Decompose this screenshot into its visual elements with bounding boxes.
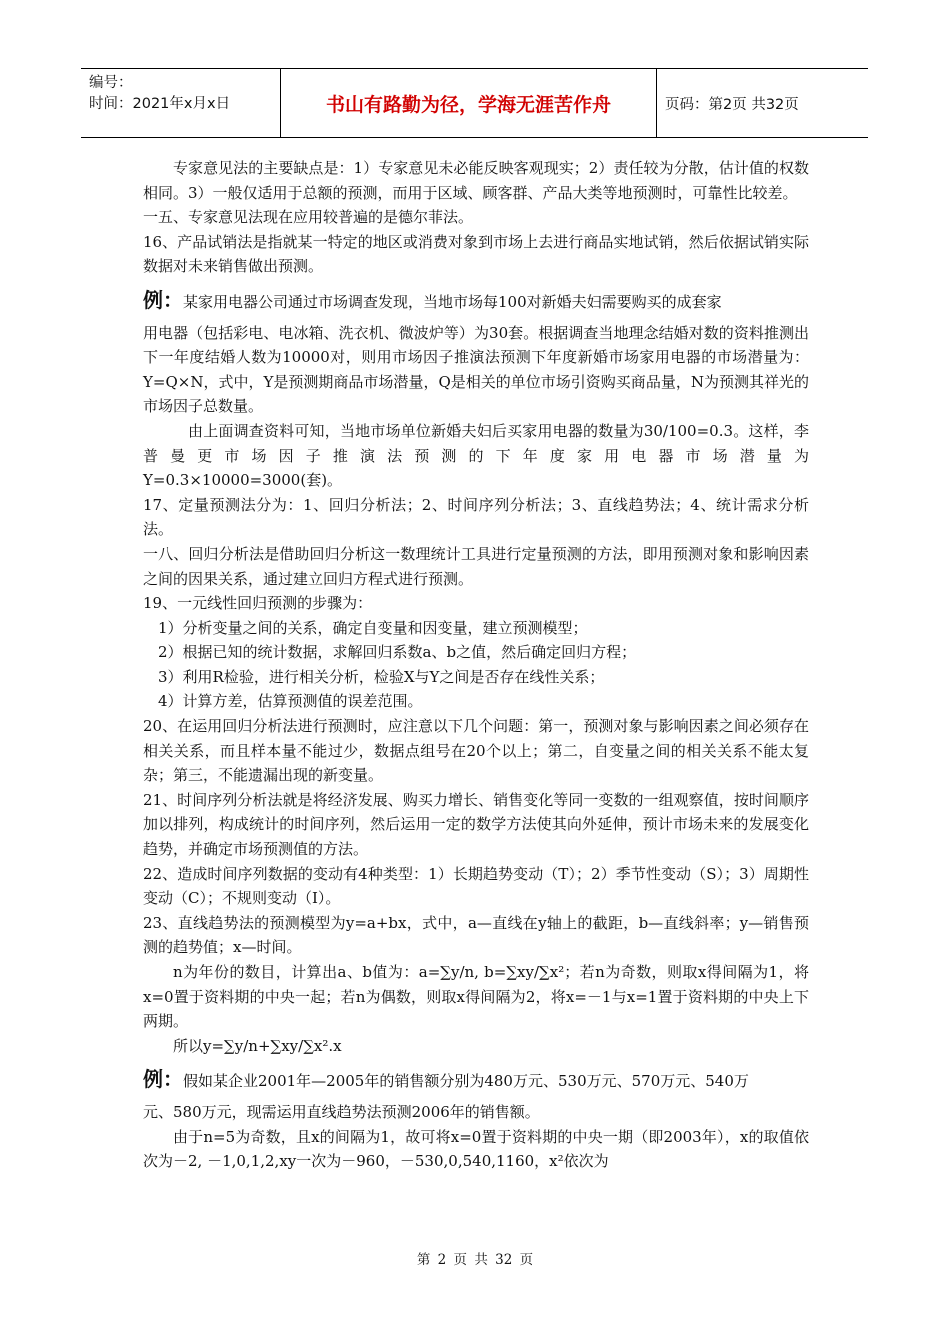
step-3: 3）利用R检验，进行相关分析，检验X与Y之间是否存在线性关系；: [158, 667, 605, 686]
paragraph-23: 23、直线趋势法的预测模型为y=a+bx，式中，a—直线在y轴上的截距，b—直线斜率；y—销售预测的趋势值；x—时间。: [143, 913, 809, 957]
paragraph-23-conclusion: 所以y=∑y/n+∑xy/∑x².x: [173, 1036, 342, 1055]
example-1-analysis: 由上面调查资料可知，当地市场单位新婚夫妇后买家用电器的数量为30/100=0.3。这样，李普曼更市场因子推演法预测的下年度家用电器市场潜量为: [143, 421, 809, 465]
paragraph-21: 21、时间序列分析法就是将经济发展、购买力增长、销售变化等同一变数的一组观察值，按时间顺序加以排列，构成统计的时间序列，然后运用一定的数学方法使其向外延伸，预计市场未来的发展变化趋势，并确定市场预测值的方法。: [143, 790, 809, 859]
step-4: 4）计算方差，估算预测值的误差范围。: [158, 692, 423, 711]
document-time-label: 时间：2021年x月x日: [89, 96, 231, 112]
page-footer: 第 2 页 共 32 页: [416, 1252, 534, 1268]
page-header: [81, 68, 868, 138]
step-2: 2）根据已知的统计数据，求解回归系数a、b之值，然后确定回归方程；: [158, 643, 637, 662]
example-1-result: Y=0.3×10000=3000(套)。: [143, 471, 343, 490]
step-1: 1）分析变量之间的关系，确定自变量和因变量，建立预测模型；: [158, 618, 588, 637]
paragraph-23-formula: n为年份的数目，计算出a、b值为：a=∑y/n, b=∑xy/∑x²；若n为奇数，则取x得间隔为1，将x=0置于资料期的中央一起；若n为偶数，则取x得间隔为2，将x=－1与x=1置于资料期的中央上下两期。: [143, 963, 809, 1031]
header-motto: 书山有路勤为径，学海无涯苦作舟: [281, 69, 657, 137]
example-label: 例：: [143, 1067, 183, 1092]
paragraph-18: 一八、回归分析法是借助回归分析这一数理统计工具进行定量预测的方法，即用预测对象和影响因素之间的因果关系，通过建立回归方程式进行预测。: [143, 544, 809, 588]
example-2-first-line: 例：假如某企业2001年—2005年的销售额分别为480万元、530万元、570万元、540万: [143, 1067, 749, 1092]
example-label: 例：: [143, 287, 183, 312]
header-page-number: 页码：第2页 共32页: [665, 96, 799, 113]
paragraph-expert-opinion-drawbacks: 专家意见法的主要缺点是：1）专家意见未必能反映客观现实；2）责任较为分散，估计值的权数相同。3）一般仅适用于总额的预测，而用于区域、顾客群、产品大类等地预测时，可靠性比较差。: [143, 159, 809, 202]
paragraph-22: 22、造成时间序列数据的变动有4种类型：1）长期趋势变动（T）；2）季节性变动（S）；3）周期性变动（C）；不规则变动（I）。: [143, 864, 809, 908]
header-meta: [81, 69, 281, 137]
example-2-body: 元、580万元，现需运用直线趋势法预测2006年的销售额。: [143, 1102, 540, 1121]
paragraph-16: 16、产品试销法是指就某一特定的地区或消费对象到市场上去进行商品实地试销，然后依据试销实际数据对未来销售做出预测。: [143, 232, 809, 276]
paragraph-19: 19、一元线性回归预测的步骤为：: [143, 594, 373, 613]
paragraph-20: 20、在运用回归分析法进行预测时，应注意以下几个问题：第一，预测对象与影响因素之间必须存在相关关系，而且样本量不能过少，数据点组号在20个以上；第二，自变量之间的相关关系不能太复杂；第三，不能遗漏出现的新变量。: [143, 717, 809, 785]
example-1-first-line: 例：某家用电器公司通过市场调查发现，当地市场每100对新婚夫妇需要购买的成套家: [143, 287, 722, 312]
document-body: [143, 156, 809, 1174]
paragraph-15: 一五、专家意见法现在应用较普遍的是德尔菲法。: [143, 208, 474, 227]
example-2-analysis: 由于n=5为奇数，且x的间隔为1，故可将x=0置于资料期的中央一期（即2003年），x的取值依次为－2, －1,0,1,2,xy一次为－960，－530,0,540,1160，x²依次为: [143, 1127, 809, 1171]
example-1-body: 用电器（包括彩电、电冰箱、洗衣机、微波炉等）为30套。根据调查当地理念结婚对数的资料推测出下一年度结婚人数为10000对，则用市场因子推演法预测下年度新婚市场家用电器的市场潜量为：Y=Q×N，式中，Y是预测期商品市场潜量，Q是相关的单位市场引资购买商品量，N为预测其祥光的市场因子总数量。: [143, 323, 809, 416]
document-number-label: 编号：: [89, 75, 133, 91]
paragraph-17: 17、定量预测法分为：1、回归分析法；2、时间序列分析法；3、直线趋势法；4、统计需求分析法。: [143, 495, 809, 539]
